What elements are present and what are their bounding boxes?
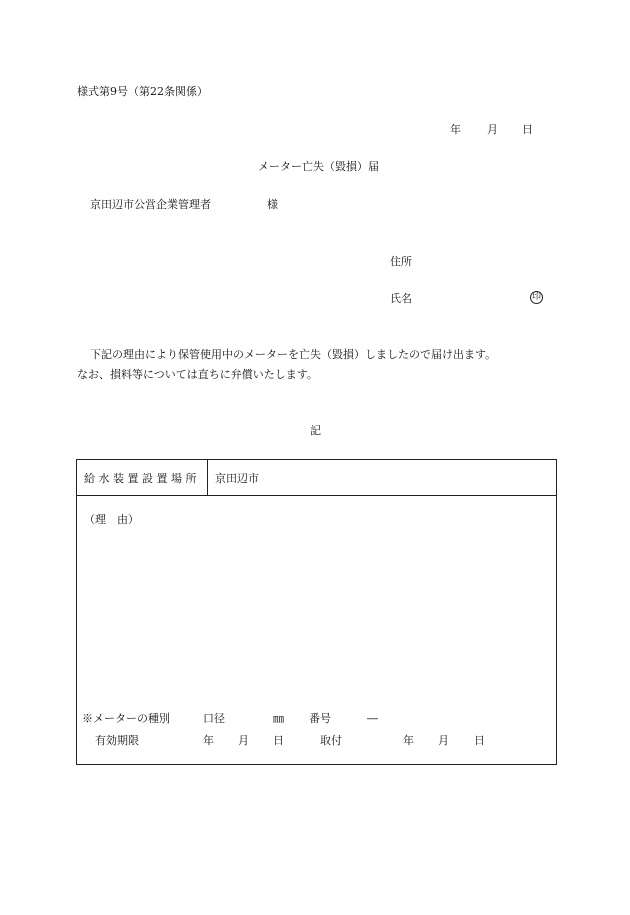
addressee-honorific: 様 bbox=[267, 198, 278, 211]
caliber-label: 口径 bbox=[203, 712, 225, 725]
meter-number-dash: ― bbox=[367, 712, 378, 725]
body-text-line1: 下記の理由により保管使用中のメーターを亡失（毀損）しましたので届け出ます。 bbox=[90, 348, 497, 361]
name-label: 氏名 bbox=[390, 292, 412, 305]
install-year-label: 年 bbox=[403, 734, 414, 747]
form-number: 様式第9号（第22条関係） bbox=[77, 85, 208, 98]
validity-day-label: 日 bbox=[273, 734, 284, 747]
install-day-label: 日 bbox=[474, 734, 485, 747]
install-label: 取付 bbox=[320, 734, 342, 747]
validity-month-label: 月 bbox=[238, 734, 249, 747]
address-label: 住所 bbox=[390, 255, 412, 268]
body-text-line2: なお、損料等については直ちに弁償いたします。 bbox=[77, 368, 318, 381]
meter-type-label: ※メーターの種別 bbox=[82, 712, 170, 725]
reason-label: （理 由） bbox=[84, 513, 139, 526]
document-title: メーター亡失（毀損）届 bbox=[258, 160, 379, 173]
location-label: 給水装置設置場所 bbox=[77, 460, 208, 495]
date-day-label: 日 bbox=[522, 123, 533, 136]
validity-year-label: 年 bbox=[203, 734, 214, 747]
ki-heading: 記 bbox=[310, 424, 321, 437]
location-value: 京田辺市 bbox=[215, 471, 259, 485]
location-row bbox=[77, 460, 556, 496]
seal-mark: 印 bbox=[531, 292, 541, 302]
meter-number-label: 番号 bbox=[309, 712, 331, 725]
date-year-label: 年 bbox=[450, 123, 461, 136]
install-month-label: 月 bbox=[438, 734, 449, 747]
validity-label: 有効期限 bbox=[95, 734, 139, 747]
addressee-name: 京田辺市公営企業管理者 bbox=[90, 198, 211, 211]
date-month-label: 月 bbox=[487, 123, 498, 136]
details-table bbox=[76, 459, 557, 765]
caliber-unit: ㎜ bbox=[273, 712, 284, 725]
